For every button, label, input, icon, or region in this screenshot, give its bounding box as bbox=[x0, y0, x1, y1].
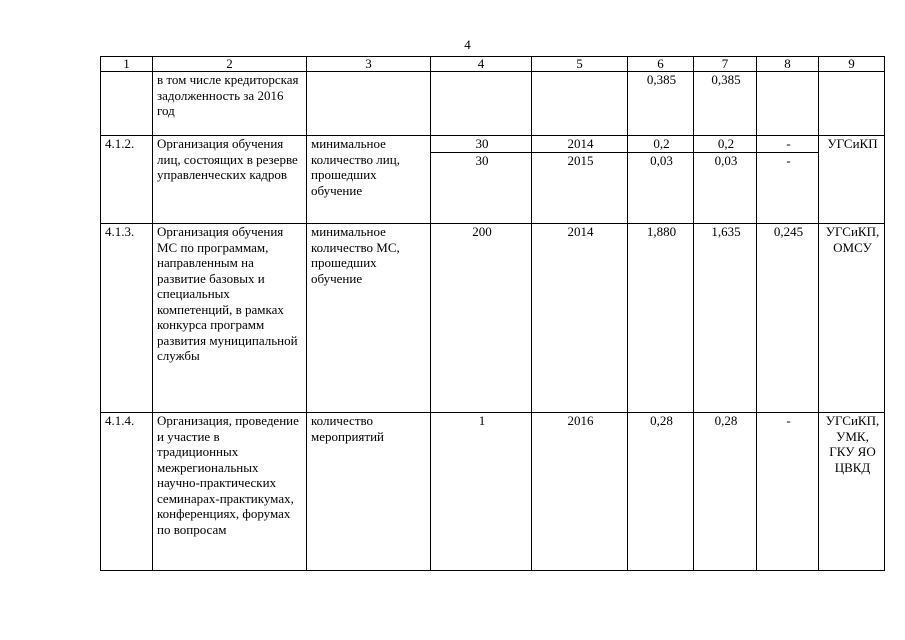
table-row bbox=[101, 136, 885, 224]
col7-value: 1,635 bbox=[694, 224, 757, 413]
header-row bbox=[101, 57, 885, 72]
col6-cell bbox=[628, 136, 694, 224]
activity-name: Организация обучения лиц, состоящих в резерве управленческих кадров bbox=[153, 136, 307, 224]
col7-value: 0,2 bbox=[694, 136, 756, 153]
page-number: 4 bbox=[464, 37, 471, 52]
activity-name: в том числе кредиторская задолженность за 2016 год bbox=[153, 72, 307, 136]
col7-cell bbox=[694, 136, 757, 224]
indicator-name: количество мероприятий bbox=[307, 413, 431, 571]
column-header: 6 bbox=[628, 57, 694, 72]
indicator-value-cell bbox=[431, 136, 532, 224]
year: 2014 bbox=[532, 136, 627, 153]
indicator-name: минимальное количество лиц, прошедших обучение bbox=[307, 136, 431, 224]
executor bbox=[819, 72, 885, 136]
col7-value: 0,03 bbox=[714, 152, 738, 168]
year-cell bbox=[532, 136, 628, 224]
program-table bbox=[100, 56, 885, 571]
indicator-name: минимальное количество МС, прошедших обучение bbox=[307, 224, 431, 413]
indicator-name bbox=[307, 72, 431, 136]
col6-value: 1,880 bbox=[628, 224, 694, 413]
row-number: 4.1.2. bbox=[101, 136, 153, 224]
indicator-value: 1 bbox=[431, 413, 532, 571]
indicator-value: 30 bbox=[475, 152, 489, 168]
year: 2016 bbox=[532, 413, 628, 571]
col6-value: 0,2 bbox=[628, 136, 693, 153]
row-number bbox=[101, 72, 153, 136]
activity-name: Организация, проведение и участие в традиционных межрегиональных научно-практических семинарах-практикумах, конференциях, форумах по вопросам bbox=[153, 413, 307, 571]
col6-value: 0,28 bbox=[628, 413, 694, 571]
column-header: 2 bbox=[153, 57, 307, 72]
col8-value: - bbox=[786, 152, 791, 168]
col7-value: 0,385 bbox=[694, 72, 757, 136]
year bbox=[532, 72, 628, 136]
indicator-value bbox=[431, 72, 532, 136]
col8-value: - bbox=[757, 136, 818, 153]
col6-value: 0,03 bbox=[650, 152, 673, 168]
column-header: 7 bbox=[694, 57, 757, 72]
row-number: 4.1.4. bbox=[101, 413, 153, 571]
col8-cell bbox=[757, 136, 819, 224]
column-header: 9 bbox=[819, 57, 885, 72]
col8-value bbox=[757, 72, 819, 136]
table-row bbox=[101, 72, 885, 136]
executor: УГСиКП, УМК, ГКУ ЯО ЦВКД bbox=[819, 413, 885, 571]
col6-value: 0,385 bbox=[628, 72, 694, 136]
col8-value: - bbox=[757, 413, 819, 571]
table-row bbox=[101, 224, 885, 413]
executor: УГСиКП, ОМСУ bbox=[819, 224, 885, 413]
row-number: 4.1.3. bbox=[101, 224, 153, 413]
column-header: 3 bbox=[307, 57, 431, 72]
col7-value: 0,28 bbox=[694, 413, 757, 571]
table-row bbox=[101, 413, 885, 571]
column-header: 4 bbox=[431, 57, 532, 72]
column-header: 1 bbox=[101, 57, 153, 72]
year: 2015 bbox=[567, 152, 594, 168]
column-header: 5 bbox=[532, 57, 628, 72]
indicator-value: 200 bbox=[431, 224, 532, 413]
col8-value: 0,245 bbox=[757, 224, 819, 413]
year: 2014 bbox=[532, 224, 628, 413]
indicator-value: 30 bbox=[431, 136, 531, 153]
column-header: 8 bbox=[757, 57, 819, 72]
activity-name: Организация обучения МС по программам, направленным на развитие базовых и специальных компетенций, в рамках конкурса программ развития муниципальной службы bbox=[153, 224, 307, 413]
executor: УГСиКП bbox=[819, 136, 885, 224]
